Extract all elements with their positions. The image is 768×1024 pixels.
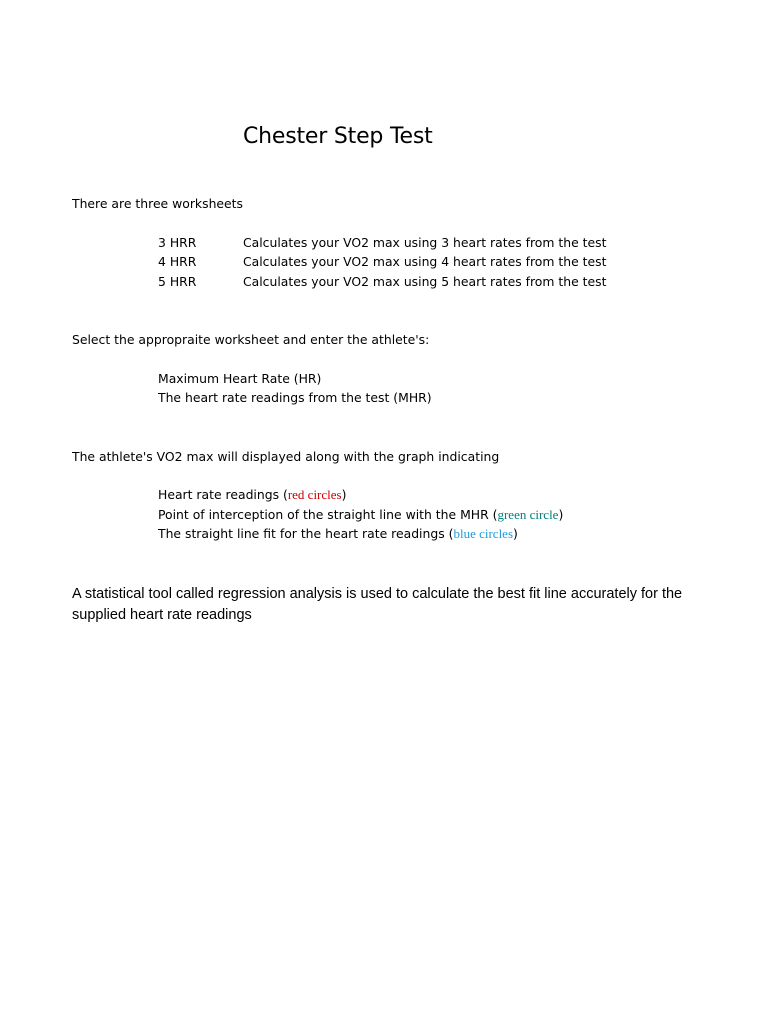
green-circle-label: green circle bbox=[497, 507, 559, 522]
worksheet-name-5hrr: 5 HRR bbox=[158, 274, 197, 289]
red-circles-label: red circles bbox=[287, 487, 342, 502]
graph-item-interception-point bbox=[158, 507, 563, 523]
worksheet-description-3hrr: Calculates your VO2 max using 3 heart rates from the test bbox=[243, 235, 607, 250]
worksheet-description-4hrr: Calculates your VO2 max using 4 heart rates from the test bbox=[243, 254, 607, 269]
input-max-heart-rate: Maximum Heart Rate (HR) bbox=[158, 371, 322, 386]
blue-circles-label: blue circles bbox=[453, 526, 514, 541]
graph-item-label: Point of interception of the straight line with the MHR ( bbox=[158, 507, 498, 522]
display-intro: The athlete's VO2 max will displayed along with the graph indicating bbox=[72, 449, 500, 464]
worksheets-intro: There are three worksheets bbox=[72, 196, 243, 211]
select-instruction: Select the appropraite worksheet and enter the athlete's: bbox=[72, 332, 430, 347]
graph-item-label: Heart rate readings ( bbox=[158, 487, 288, 502]
worksheet-name-3hrr: 3 HRR bbox=[158, 235, 197, 250]
graph-item-straight-line-fit bbox=[158, 526, 518, 542]
input-heart-rate-readings: The heart rate readings from the test (MHR) bbox=[158, 390, 432, 405]
worksheet-description-5hrr: Calculates your VO2 max using 5 heart rates from the test bbox=[243, 274, 607, 289]
graph-item-close: ) bbox=[558, 507, 564, 522]
worksheet-name-4hrr: 4 HRR bbox=[158, 254, 197, 269]
page-title: Chester Step Test bbox=[243, 124, 433, 149]
graph-item-close: ) bbox=[513, 526, 518, 541]
graph-item-close: ) bbox=[341, 487, 347, 502]
graph-item-heart-rate-readings bbox=[158, 487, 346, 503]
graph-item-label: The straight line fit for the heart rate readings ( bbox=[158, 526, 454, 541]
regression-note: A statistical tool called regression analysis is used to calculate the best fit line accurately for the supplied heart rate readings bbox=[72, 586, 683, 623]
